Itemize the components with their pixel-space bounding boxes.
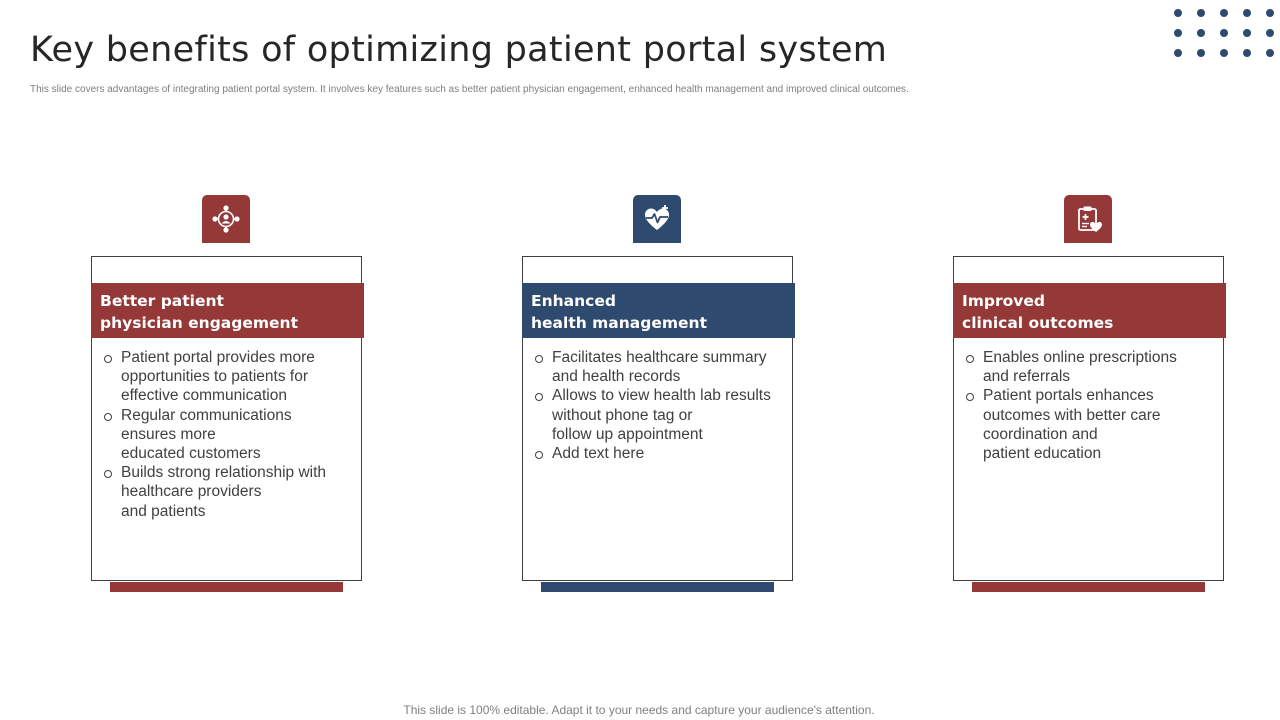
footer-note: This slide is 100% editable. Adapt it to your needs and capture your audience's attention. (403, 703, 875, 717)
card-heading: Enhanced health management (522, 283, 795, 338)
slide-title: Key benefits of optimizing patient portal system (30, 30, 888, 70)
team-network-icon (202, 195, 250, 243)
benefit-list (103, 348, 355, 521)
list-item: Add text here (534, 444, 786, 463)
benefit-card-clinical-outcomes (953, 256, 1224, 581)
slide-subtitle: This slide covers advantages of integrating patient portal system. It involves key features such as better patient physician engagement, enhanced health management and improved clinical outcomes. (30, 84, 909, 95)
benefit-card-engagement (91, 256, 362, 581)
list-item: Patient portal provides more opportunities to patients for effective communication (103, 348, 355, 406)
decorative-dot-grid (1174, 9, 1274, 57)
list-item: Patient portals enhances outcomes with better care coordination and patient education (965, 386, 1217, 463)
card-base-bar (110, 582, 343, 592)
list-item: Allows to view health lab results without phone tag or follow up appointment (534, 386, 786, 444)
card-heading: Improved clinical outcomes (953, 283, 1226, 338)
card-heading: Better patient physician engagement (91, 283, 364, 338)
card-base-bar (541, 582, 774, 592)
benefit-list (965, 348, 1217, 463)
medical-clipboard-icon (1064, 195, 1112, 243)
list-item: Builds strong relationship with healthcare providers and patients (103, 463, 355, 521)
benefit-card-health-management (522, 256, 793, 581)
card-base-bar (972, 582, 1205, 592)
benefit-list (534, 348, 786, 463)
list-item: Enables online prescriptions and referrals (965, 348, 1217, 386)
list-item: Regular communications ensures more educated customers (103, 406, 355, 464)
list-item: Facilitates healthcare summary and health records (534, 348, 786, 386)
heart-pulse-icon (633, 195, 681, 243)
